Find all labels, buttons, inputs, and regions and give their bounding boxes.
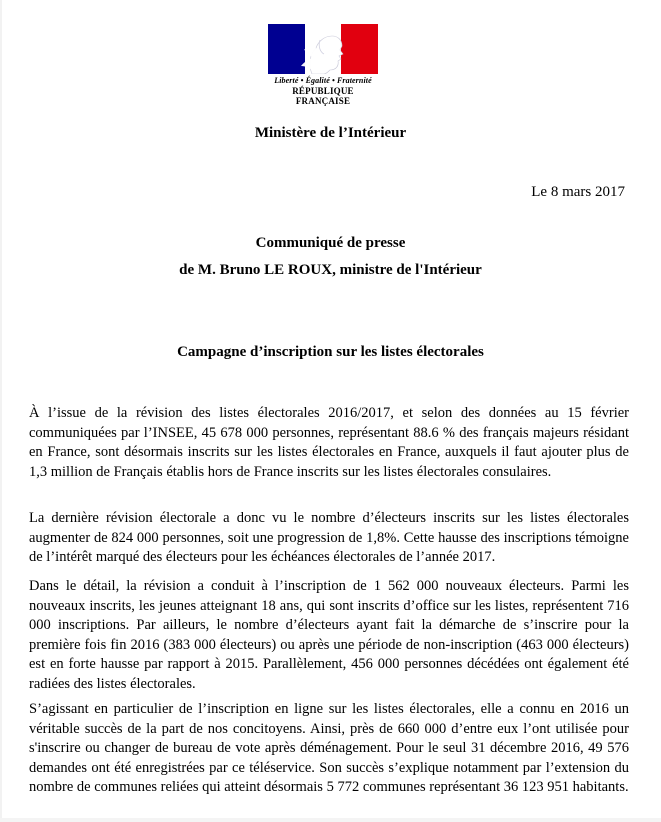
ministry-title: Ministère de l’Intérieur <box>254 125 407 141</box>
paragraph-3: Dans le détail, la révision a conduit à l’inscription de 1 562 000 nouveaux électeurs. Parmi les nouveaux inscrits, les jeunes atteignant 18 ans, qui sont inscrits d’office sur les listes, représentent 716 000 inscriptions. Par ailleurs, le nombre d’électeurs ayant fait la démarche de s’inscrire pour la première fois fin 2016 (383 000 électeurs) ou après une période de non-inscription (463 000 électeurs) est en forte hausse par rapport à 2015. Parallèlement, 456 000 personnes décédées ont également été radiées des listes électorales. <box>29 578 629 692</box>
paragraph-1: À l’issue de la révision des listes électorales 2016/2017, et selon des données au 15 février communiquées par l’INSEE, 45 678 000 personnes, représentant 88.6 % des français majeurs résidant en France, sont désormais inscrits sur les listes électorales en France, auxquels il faut ajouter plus de 1,3 million de Français établis hors de France inscrits sur les listes électorales consulaires. <box>29 405 629 480</box>
marianne-flag-icon <box>268 24 378 74</box>
press-release-subject: Campagne d’inscription sur les listes électorales <box>177 344 484 360</box>
press-release-title: Communiqué de presse <box>255 235 406 251</box>
press-release-author: de M. Bruno LE ROUX, ministre de l'Intérieur <box>179 262 482 278</box>
page-edge <box>0 0 2 822</box>
republic-motto: Liberté • Égalité • Fraternité <box>274 76 372 85</box>
republic-name: RÉPUBLIQUE FRANÇAISE <box>292 86 354 106</box>
paragraph-4: S’agissant en particulier de l’inscription en ligne sur les listes électorales, elle a connu en 2016 un véritable succès de la part de nos concitoyens. Ainsi, près de 660 000 d’entre eux l’ont utilisée pour s'inscrire ou changer de bureau de vote après déménagement. Pour le seul 31 décembre 2016, 49 576 demandes ont été enregistrées par ce téléservice. Son succès s’explique notamment par l’extension du nombre de communes reliées qui atteint désormais 5 772 communes représentant 36 123 951 habitants. <box>29 701 629 796</box>
paragraph-2: La dernière révision électorale a donc vu le nombre d’électeurs inscrits sur les listes électorales augmenter de 824 000 personnes, soit une progression de 1,8%. Cette hausse des inscriptions témoigne de l’intérêt marqué des électeurs pour les échéances électorales de l’année 2017. <box>29 510 629 566</box>
republic-logo <box>268 24 388 106</box>
document-date: Le 8 mars 2017 <box>531 184 625 200</box>
page-bottom-edge <box>0 818 661 822</box>
